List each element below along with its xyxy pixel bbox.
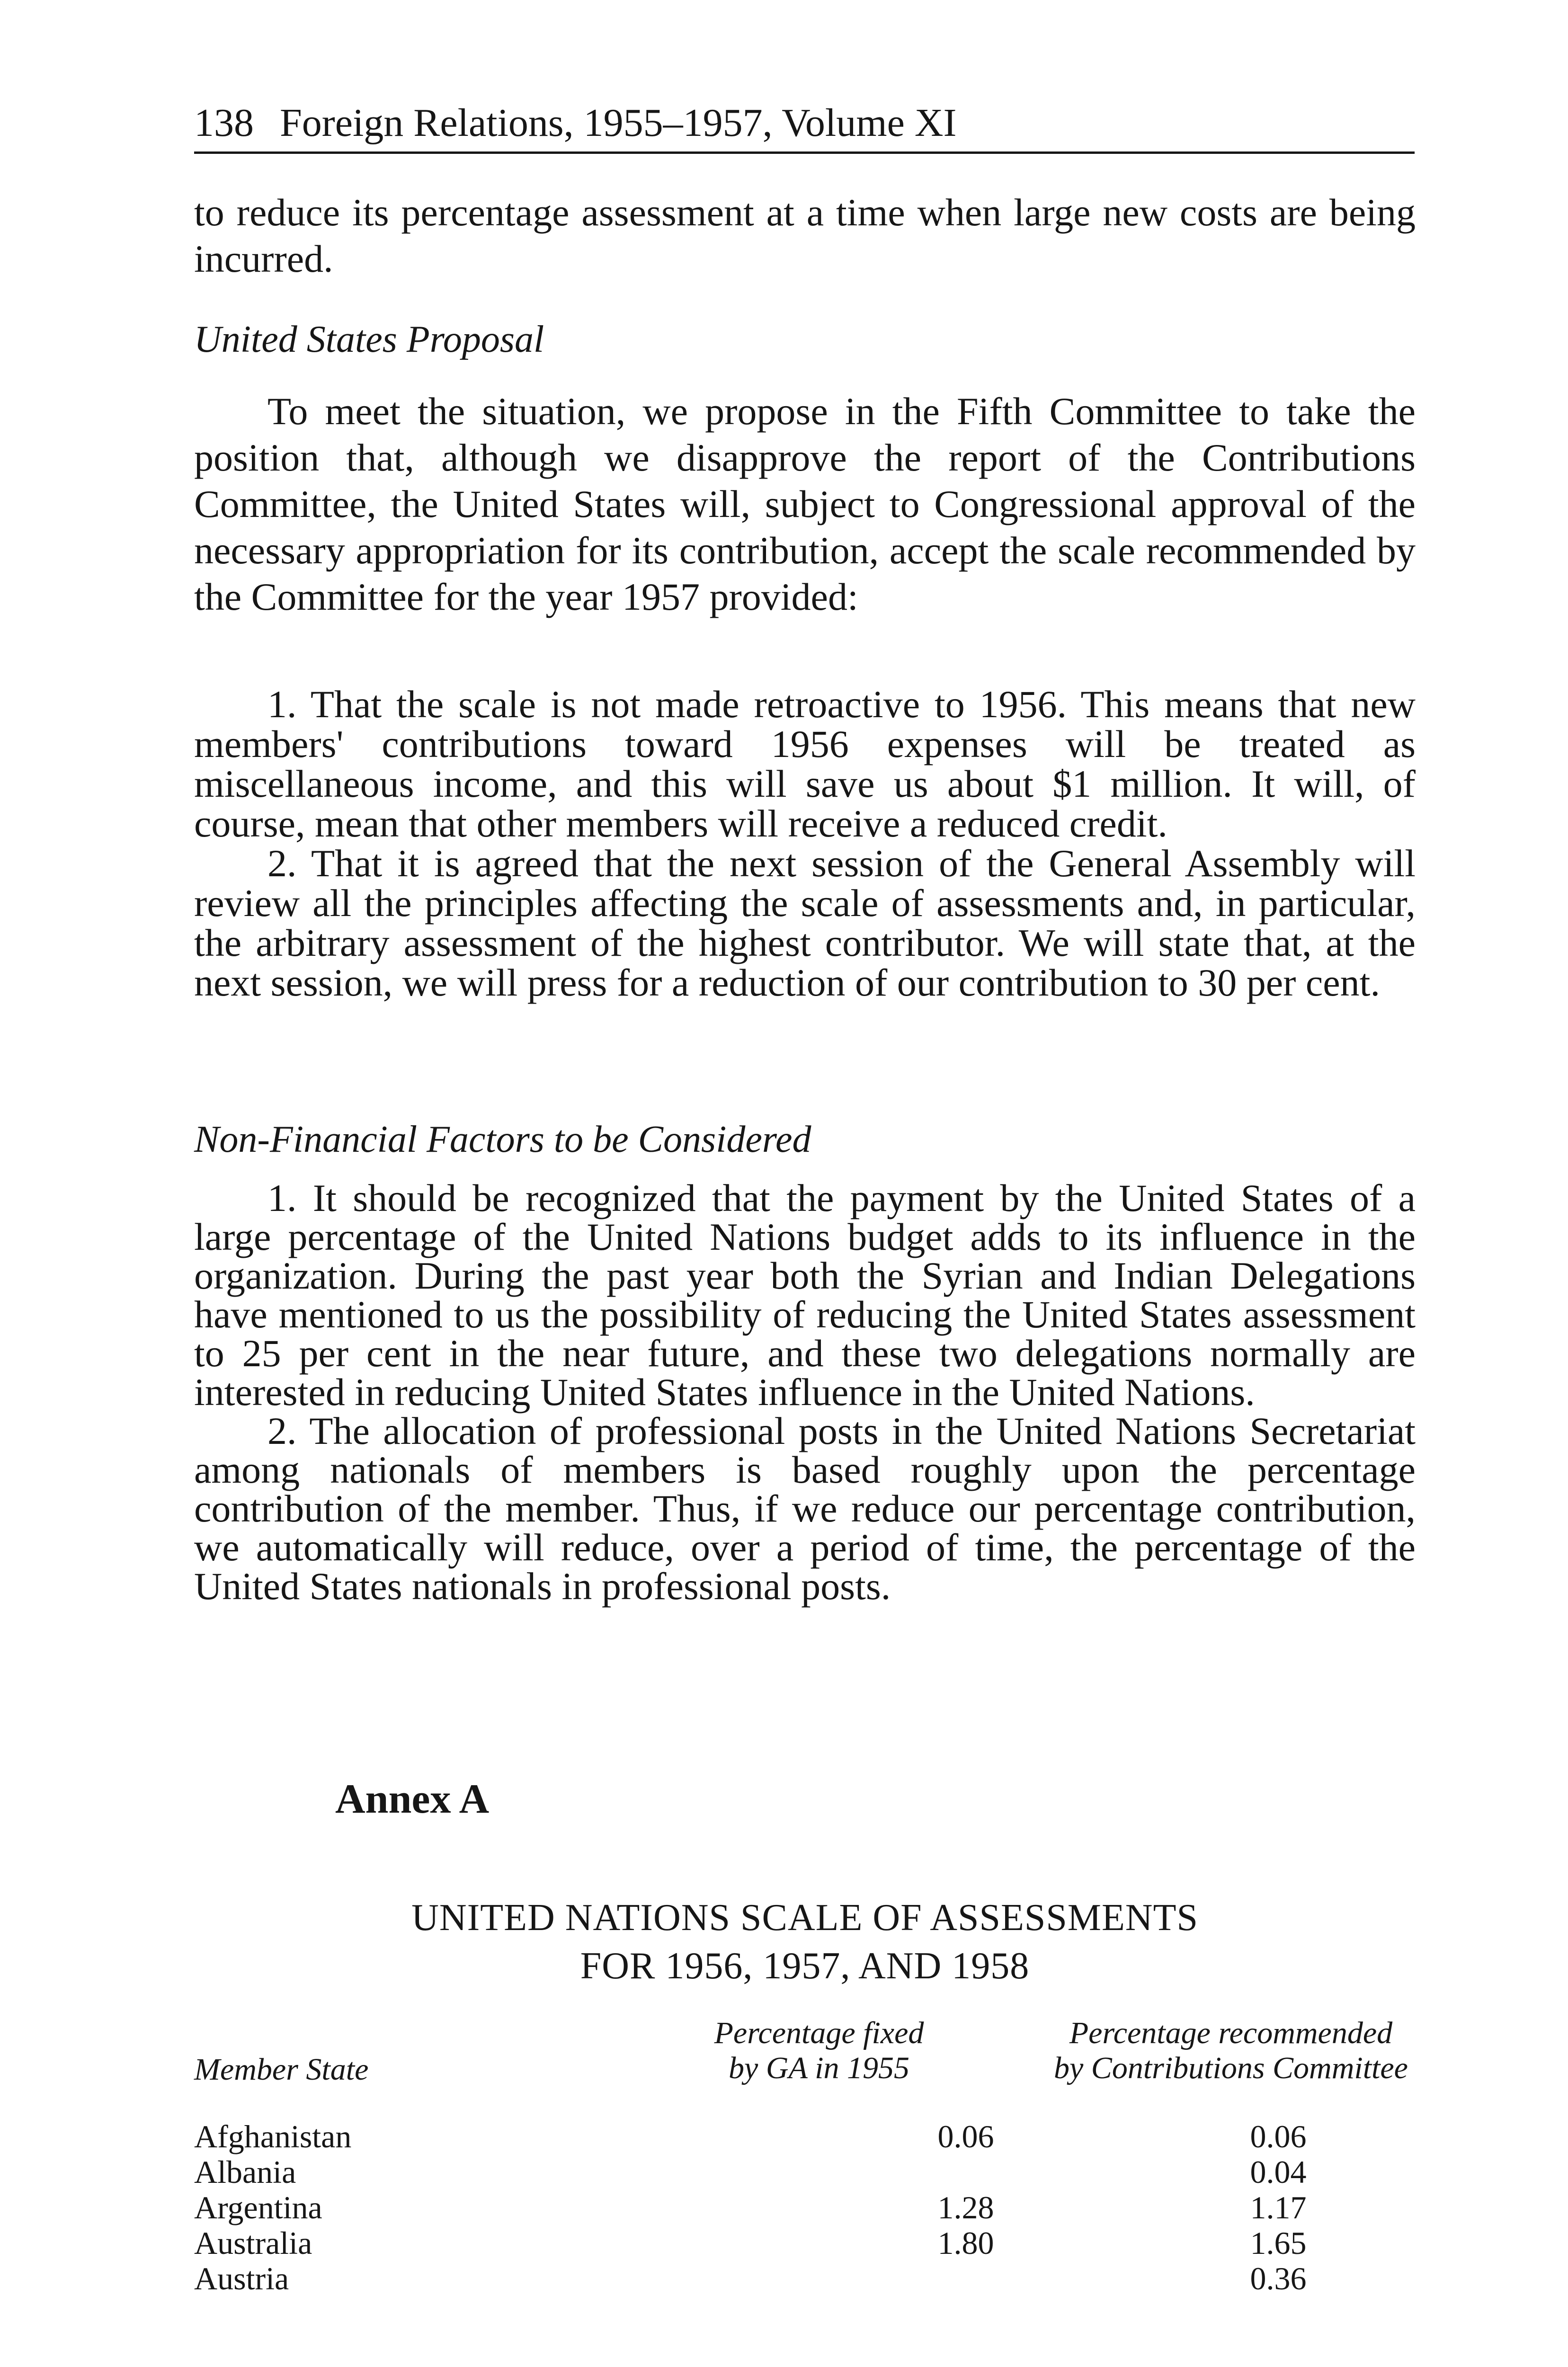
us-proposal-item-1: 1. That the scale is not made retroactive to 1956. This means that new members' contributions toward 1956 expenses will be treated as miscellaneous income, and this will save us about $1 million. It will, of course, mean that other members will receive a reduced credit. xyxy=(194,683,1416,845)
us-proposal-heading: United States Proposal xyxy=(194,319,544,360)
us-proposal-item-2: 2. That it is agreed that the next session of the General Assembly will review all the principles affecting the scale of assessments and, in particular, the arbitrary assessment of the highest contributor. We will state that, at the next session, we will press for a reduction of our contribution to 30 per cent. xyxy=(194,842,1416,1004)
cc-percentage-cell: 0.06 xyxy=(1250,2118,1307,2154)
us-proposal-intro-block xyxy=(194,388,1416,620)
table-row xyxy=(194,2118,1416,2154)
non-financial-item-2: 2. The allocation of professional posts in the United Nations Secretariat among nationals of members is based roughly upon the percentage contribution of the member. Thus, if we reduce our percentage contribution, we automatically will reduce, over a period of time, the percentage of the United States nationals in professional posts. xyxy=(194,1409,1416,1608)
ga-percentage-cell: 0.06 xyxy=(937,2118,994,2154)
column-head-member-state: Member State xyxy=(194,2052,369,2087)
column-head-cc-line-2: by Contributions Committee xyxy=(1054,2051,1408,2085)
annex-title-line-1: UNITED NATIONS SCALE OF ASSESSMENTS xyxy=(411,1897,1198,1939)
table-row xyxy=(194,2225,1416,2261)
annex-title xyxy=(194,1894,1416,1990)
cc-percentage-cell: 1.65 xyxy=(1250,2225,1307,2261)
non-financial-heading: Non-Financial Factors to be Considered xyxy=(194,1119,811,1160)
continuation-block xyxy=(194,189,1416,282)
column-head-ga xyxy=(705,2016,933,2086)
column-head-cc-line-1: Percentage recommended xyxy=(1069,2016,1393,2050)
cc-percentage-cell: 1.17 xyxy=(1250,2189,1307,2225)
member-state-cell: Afghanistan xyxy=(194,2118,352,2154)
annex-label: Annex A xyxy=(335,1776,490,1822)
table-row xyxy=(194,2189,1416,2225)
page-number: 138 xyxy=(194,101,254,145)
table-row xyxy=(194,2154,1416,2190)
cc-percentage-cell: 0.36 xyxy=(1250,2260,1307,2296)
column-head-cc xyxy=(1042,2016,1420,2086)
member-state-cell: Austria xyxy=(194,2260,289,2296)
us-proposal-items xyxy=(194,685,1416,1003)
cc-percentage-cell: 0.04 xyxy=(1250,2154,1307,2190)
column-head-ga-line-1: Percentage fixed xyxy=(714,2016,924,2050)
us-proposal-intro: To meet the situation, we propose in the Fifth Committee to take the position that, although we disapprove the report of the Contributions Committee, the United States will, subject to Congressional approval of the necessary appropriation for its contribution, accept the scale recommended by the Committee for the year 1957 provided: xyxy=(194,390,1416,618)
member-state-cell: Australia xyxy=(194,2225,312,2261)
column-head-ga-line-2: by GA in 1955 xyxy=(729,2051,909,2085)
non-financial-items xyxy=(194,1176,1416,1608)
continuation-paragraph: to reduce its percentage assessment at a time when large new costs are being incurred. xyxy=(194,191,1416,280)
member-state-cell: Argentina xyxy=(194,2189,322,2225)
ga-percentage-cell: 1.28 xyxy=(937,2189,994,2225)
running-header xyxy=(194,99,1415,154)
member-state-cell: Albania xyxy=(194,2154,296,2190)
annex-title-line-2: FOR 1956, 1957, AND 1958 xyxy=(580,1945,1030,1987)
table-row xyxy=(194,2260,1416,2296)
non-financial-item-1: 1. It should be recognized that the payment by the United States of a large percentage of the United Nations budget adds to its influence in the organization. During the past year both the Syrian and Indian Delegations have mentioned to us the possibility of reducing the United States assessment to 25 per cent in the near future, and these two delegations normally are interested in reducing United States influence in the United Nations. xyxy=(194,1176,1416,1414)
ga-percentage-cell: 1.80 xyxy=(937,2225,994,2261)
running-title: Foreign Relations, 1955–1957, Volume XI xyxy=(280,101,957,145)
